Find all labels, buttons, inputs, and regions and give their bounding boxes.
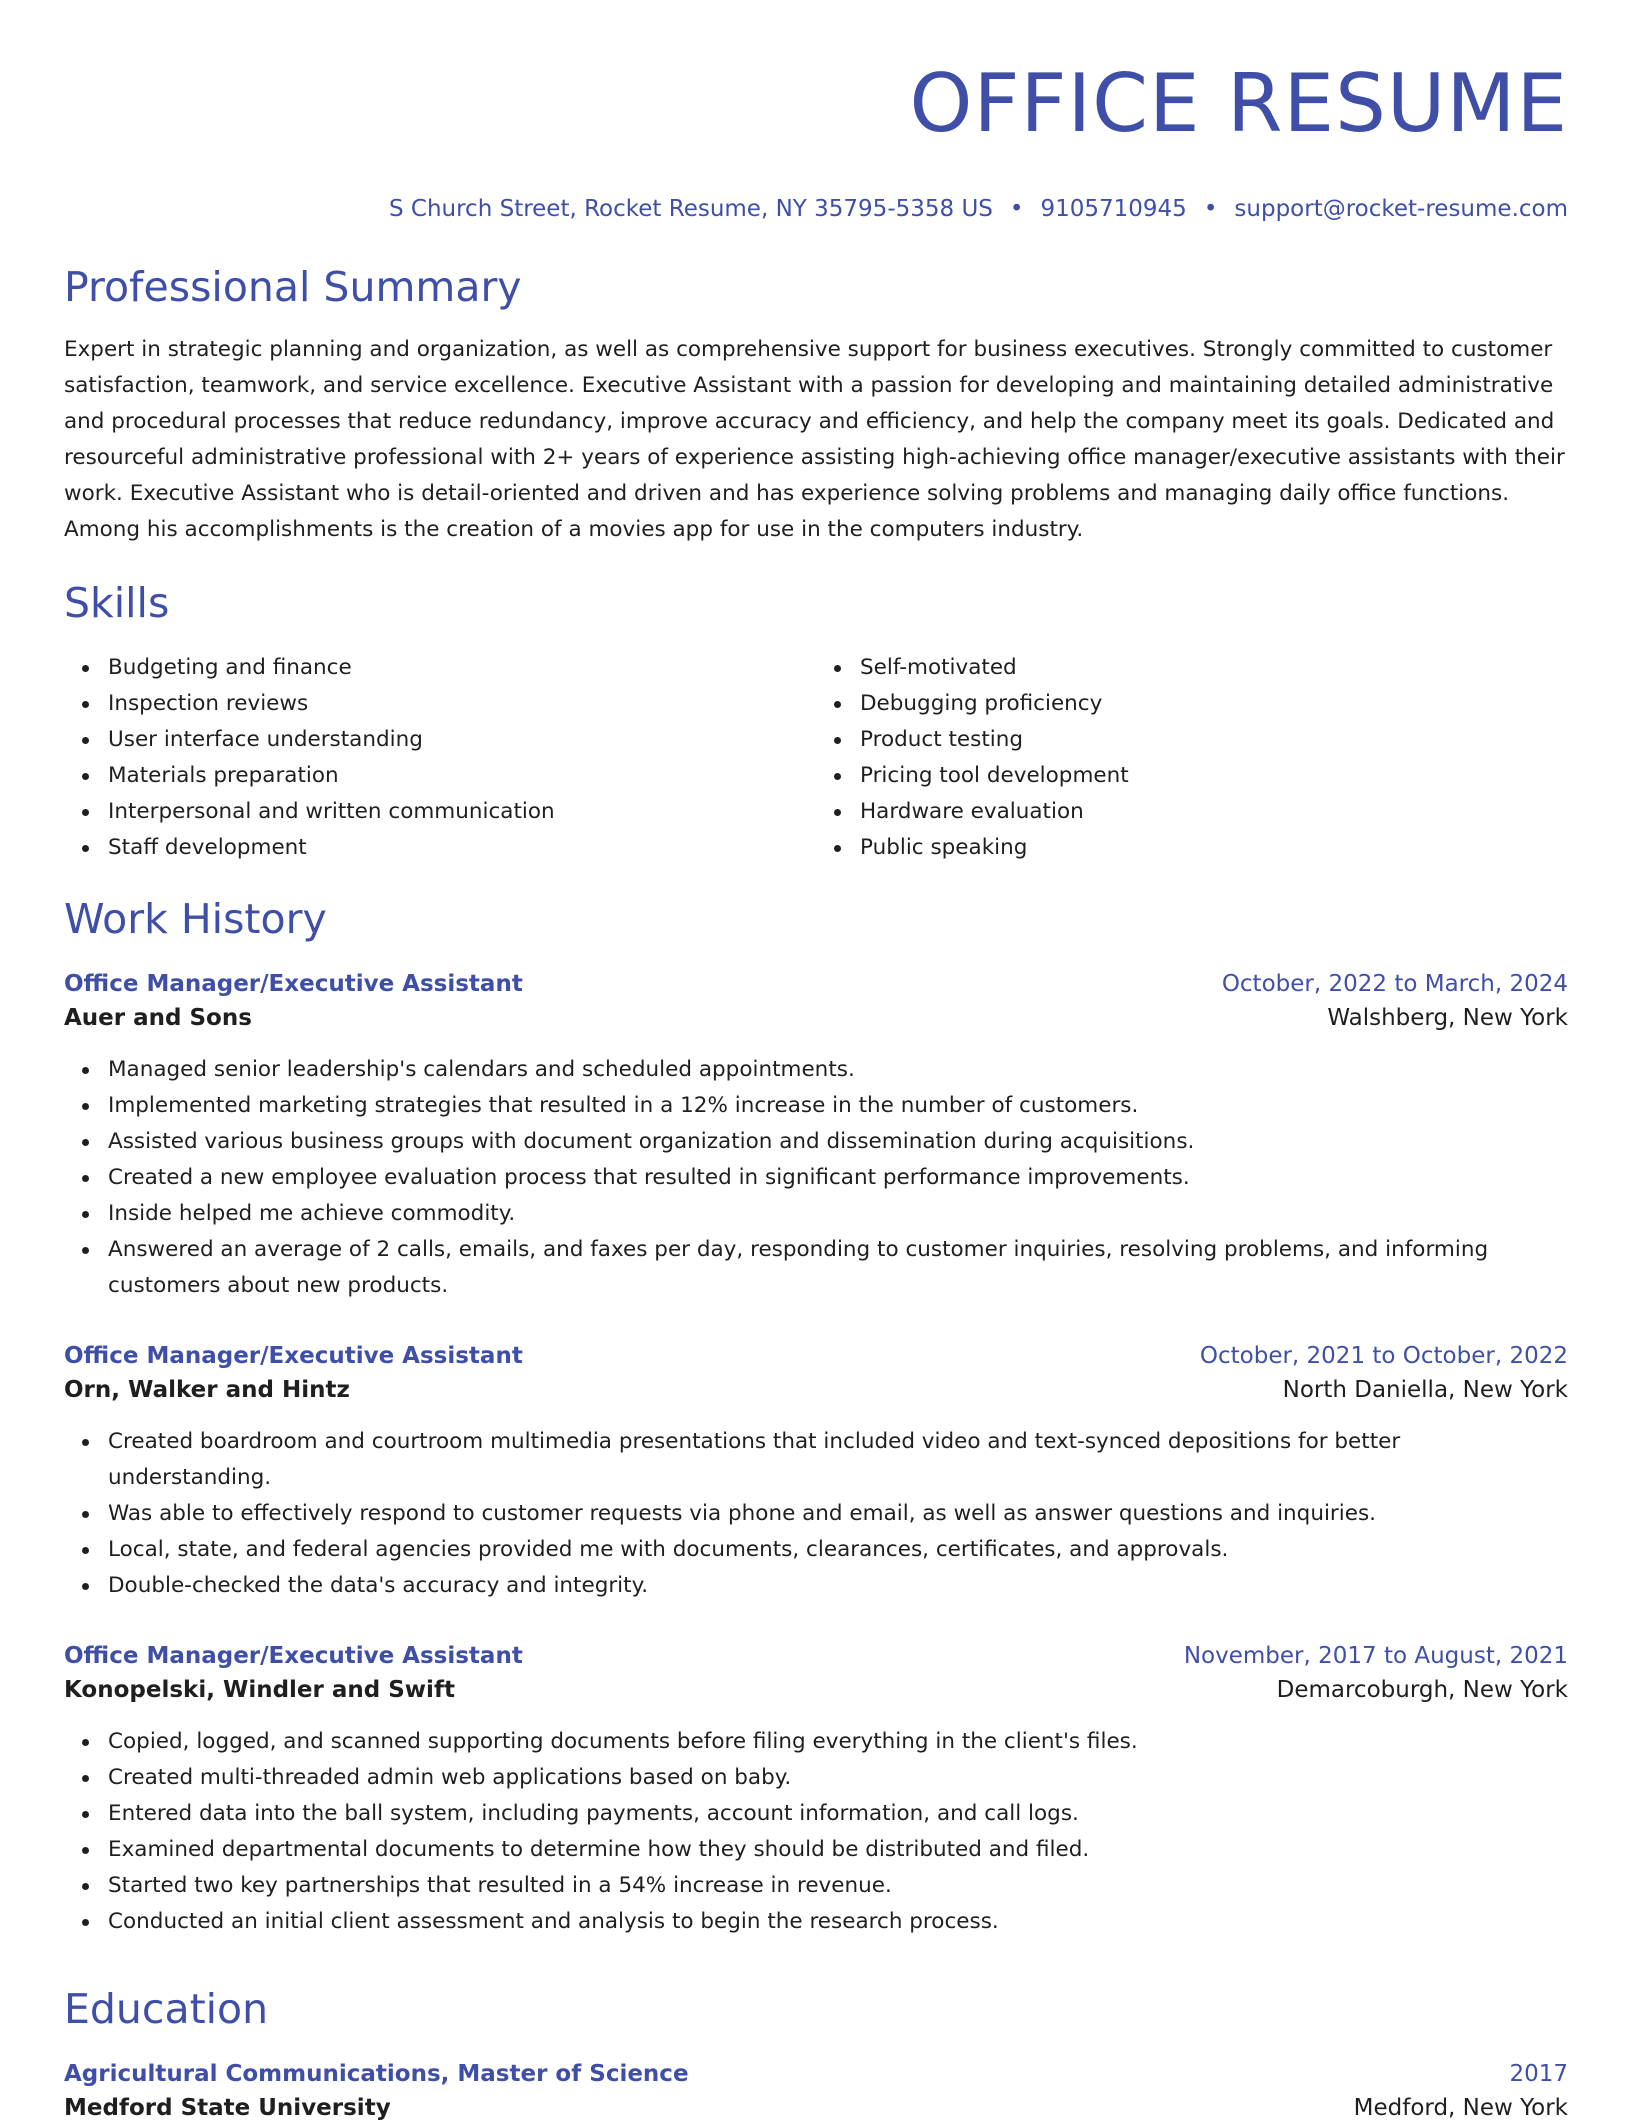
- job-bullet: Created a new employee evaluation process that resulted in significant performance improvements.: [108, 1160, 1568, 1196]
- contact-address: S Church Street, Rocket Resume, NY 35795-5358 US: [388, 196, 993, 222]
- job-location: Walshberg, New York: [1327, 1005, 1568, 1031]
- skill-item: Public speaking: [860, 830, 1568, 866]
- section-title-skills: Skills: [64, 579, 170, 627]
- job-location: North Daniella, New York: [1282, 1377, 1568, 1403]
- job-bullets: [64, 1052, 1568, 1304]
- job-bullet: Assisted various business groups with document organization and dissemination during acquisitions.: [108, 1124, 1568, 1160]
- job-bullet: Answered an average of 2 calls, emails, and faxes per day, responding to customer inquiries, resolving problems, and informing customers about new products.: [108, 1232, 1568, 1304]
- job-dates: October, 2022 to March, 2024: [1221, 971, 1568, 997]
- job-bullet: Created multi-threaded admin web applications based on baby.: [108, 1760, 1568, 1796]
- skill-item: Product testing: [860, 722, 1568, 758]
- job-bullet: Entered data into the ball system, including payments, account information, and call logs.: [108, 1796, 1568, 1832]
- job-company: Orn, Walker and Hintz: [64, 1377, 350, 1403]
- job-title: Office Manager/Executive Assistant: [64, 971, 523, 997]
- job-bullets: [64, 1424, 1568, 1604]
- job-entry: [64, 968, 1568, 1304]
- school-location: Medford, New York: [1353, 2095, 1568, 2121]
- job-bullet: Created boardroom and courtroom multimedia presentations that included video and text-synced depositions for better understanding.: [108, 1424, 1568, 1496]
- job-bullet: Managed senior leadership's calendars and scheduled appointments.: [108, 1052, 1568, 1088]
- contact-line: [64, 194, 1568, 224]
- job-dates: November, 2017 to August, 2021: [1183, 1643, 1568, 1669]
- degree: Agricultural Communications, Master of Science: [64, 2061, 689, 2087]
- summary-section: [64, 262, 1568, 548]
- skill-item: Budgeting and finance: [108, 650, 816, 686]
- section-title-work-history: Work History: [64, 895, 327, 943]
- contact-phone: 9105710945: [1040, 196, 1187, 222]
- skill-item: Staff development: [108, 830, 816, 866]
- job-company: Konopelski, Windler and Swift: [64, 1677, 455, 1703]
- skills-column-right: [816, 650, 1568, 866]
- skill-item: Interpersonal and written communication: [108, 794, 816, 830]
- skill-item: Inspection reviews: [108, 686, 816, 722]
- job-company: Auer and Sons: [64, 1005, 252, 1031]
- contact-separator: •: [1203, 196, 1218, 222]
- job-bullet: Implemented marketing strategies that resulted in a 12% increase in the number of customers.: [108, 1088, 1568, 1124]
- contact-separator: •: [1009, 196, 1024, 222]
- job-bullet: Inside helped me achieve commodity.: [108, 1196, 1568, 1232]
- job-entry: [64, 1340, 1568, 1604]
- job-entry: [64, 1640, 1568, 1940]
- job-bullet: Double-checked the data's accuracy and integrity.: [108, 1568, 1568, 1604]
- skills-column-left: [64, 650, 816, 866]
- summary-text: Expert in strategic planning and organization, as well as comprehensive support for business executives. Strongly committed to customer satisfaction, teamwork, and service excellence. Executive Assistant with a passion for developing and maintaining detailed administrative and procedural processes that reduce redundancy, improve accuracy and efficiency, and help the company meet its goals. Dedicated and resourceful administrative professional with 2+ years of experience assisting high-achieving office manager/executive assistants with their work. Executive Assistant who is detail-oriented and driven and has experience solving problems and managing daily office functions. Among his accomplishments is the creation of a movies app for use in the computers industry.: [64, 337, 1565, 542]
- skill-item: Hardware evaluation: [860, 794, 1568, 830]
- job-bullet: Examined departmental documents to determine how they should be distributed and filed.: [108, 1832, 1568, 1868]
- education-section: [64, 1984, 1568, 2126]
- section-title-education: Education: [64, 1985, 269, 2033]
- job-bullets: [64, 1724, 1568, 1940]
- graduation-year: 2017: [1509, 2061, 1568, 2087]
- job-bullet: Local, state, and federal agencies provided me with documents, clearances, certificates, and approvals.: [108, 1532, 1568, 1568]
- skill-item: User interface understanding: [108, 722, 816, 758]
- job-bullet: Was able to effectively respond to customer requests via phone and email, as well as answer questions and inquiries.: [108, 1496, 1568, 1532]
- job-bullet: Conducted an initial client assessment and analysis to begin the research process.: [108, 1904, 1568, 1940]
- job-dates: October, 2021 to October, 2022: [1199, 1343, 1568, 1369]
- skill-item: Pricing tool development: [860, 758, 1568, 794]
- job-location: Demarcoburgh, New York: [1276, 1677, 1568, 1703]
- skill-item: Debugging proficiency: [860, 686, 1568, 722]
- section-title-summary: Professional Summary: [64, 263, 522, 311]
- skills-grid: [64, 650, 1568, 866]
- contact-email: support@rocket-resume.com: [1234, 196, 1568, 222]
- skill-item: Materials preparation: [108, 758, 816, 794]
- work-history-section: [64, 894, 1568, 1940]
- job-bullet: Started two key partnerships that resulted in a 54% increase in revenue.: [108, 1868, 1568, 1904]
- resume-name: OFFICE RESUME: [909, 57, 1568, 150]
- school-name: Medford State University: [64, 2095, 391, 2121]
- resume-header: [64, 56, 1568, 224]
- skills-section: [64, 578, 1568, 866]
- job-bullet: Copied, logged, and scanned supporting documents before filing everything in the client's files.: [108, 1724, 1568, 1760]
- job-title: Office Manager/Executive Assistant: [64, 1643, 523, 1669]
- education-entry: [64, 2058, 1568, 2126]
- skill-item: Self-motivated: [860, 650, 1568, 686]
- job-title: Office Manager/Executive Assistant: [64, 1343, 523, 1369]
